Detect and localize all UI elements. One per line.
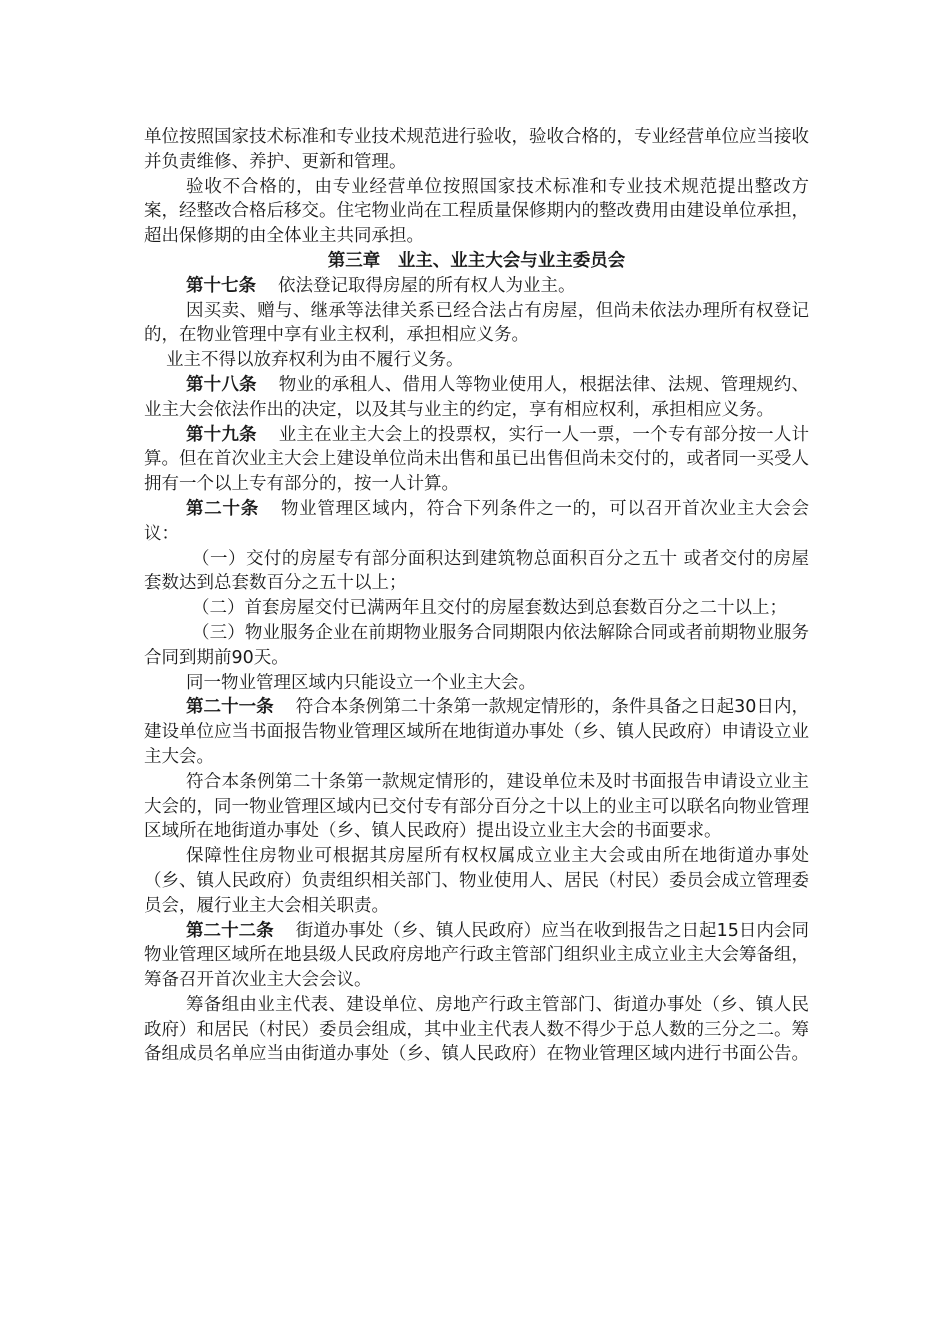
paragraph: 业主不得以放弃权利为由不履行义务。 xyxy=(166,350,464,371)
paragraph: 同一物业管理区域内只能设立一个业主大会。 xyxy=(186,672,536,693)
paragraph: 单位按照国家技术标准和专业技术规范进行验收，验收合格的，专业经营单位应当接收并负责维修、养护、更新和管理。 xyxy=(144,127,809,172)
article-text: 街道办事处（乡、镇人民政府）应当在收到报告之日起15日内会同物业管理区域所在地县级人民政府房地产行政主管部门组织业主成立业主大会筹备组，筹备召开首次业主大会会议。 xyxy=(144,920,809,991)
article-paragraph xyxy=(144,373,809,423)
paragraph: 因买卖、赠与、继承等法律关系已经合法占有房屋，但尚未依法办理所有权登记的，在物业管理中享有业主权利，承担相应义务。 xyxy=(144,300,809,346)
article-paragraph xyxy=(144,497,809,547)
article-number: 第十七条 xyxy=(186,275,256,296)
article-paragraph xyxy=(144,919,809,993)
article-number: 第二十二条 xyxy=(186,920,274,941)
article-text: 物业的承租人、借用人等物业使用人，根据法律、法规、管理规约、业主大会依法作出的决定，以及其与业主的约定，享有相应权利，承担相应义务。 xyxy=(144,374,810,420)
article-text: 符合本条例第二十条第一款规定情形的，条件具备之日起30日内，建设单位应当书面报告物业管理区域所在地街道办事处（乡、镇人民政府）申请设立业主大会。 xyxy=(144,697,809,767)
article-paragraph xyxy=(144,695,809,769)
article-text: 业主在业主大会上的投票权，实行一人一票，一个专有部分按一人计算。但在首次业主大会上建设单位尚未出售和虽已出售但尚未交付的，或者同一买受人拥有一个以上专有部分的，按一人计算。 xyxy=(144,424,810,495)
article-number: 第十九条 xyxy=(186,424,257,445)
article-paragraph xyxy=(144,274,809,299)
paragraph: 筹备组由业主代表、建设单位、房地产行政主管部门、街道办事处（乡、镇人民政府）和居民（村民）委员会组成，其中业主代表人数不得少于总人数的三分之二。筹备组成员名单应当由街道办事处（乡、镇人民政府）在物业管理区域内进行书面公告。 xyxy=(144,994,809,1065)
article-text: 物业管理区域内，符合下列条件之一的，可以召开首次业主大会会议： xyxy=(144,498,809,544)
list-item: （三）物业服务企业在前期物业服务合同期限内依法解除合同或者前期物业服务合同到期前90天。 xyxy=(144,622,809,668)
article-number: 第二十一条 xyxy=(186,697,274,718)
article-number: 第二十条 xyxy=(186,498,259,519)
paragraph: 保障性住房物业可根据其房屋所有权权属成立业主大会或由所在地街道办事处（乡、镇人民政府）负责组织相关部门、物业使用人、居民（村民）委员会成立管理委员会，履行业主大会相关职责。 xyxy=(144,846,809,916)
document-body xyxy=(144,125,809,1067)
paragraph: 验收不合格的，由专业经营单位按照国家技术标准和专业技术规范提出整改方案，经整改合格后移交。住宅物业尚在工程质量保修期内的整改费用由建设单位承担，超出保修期的由全体业主共同承担。 xyxy=(144,176,809,247)
chapter-title: 第三章 业主、业主大会与业主委员会 xyxy=(327,250,626,271)
list-item: （二）首套房屋交付已满两年且交付的房屋套数达到总套数百分之二十以上； xyxy=(192,598,787,619)
article-number: 第十八条 xyxy=(186,374,257,395)
article-paragraph xyxy=(144,423,809,497)
article-text: 依法登记取得房屋的所有权人为业主。 xyxy=(278,275,576,296)
list-item: （一）交付的房屋专有部分面积达到建筑物总面积百分之五十 或者交付的房屋套数达到总套数百分之五十以上； xyxy=(144,548,809,594)
paragraph: 符合本条例第二十条第一款规定情形的，建设单位未及时书面报告申请设立业主大会的，同一物业管理区域内已交付专有部分百分之十以上的业主可以联名向物业管理区域所在地街道办事处（乡、镇人民政府）提出设立业主大会的书面要求。 xyxy=(144,771,809,842)
